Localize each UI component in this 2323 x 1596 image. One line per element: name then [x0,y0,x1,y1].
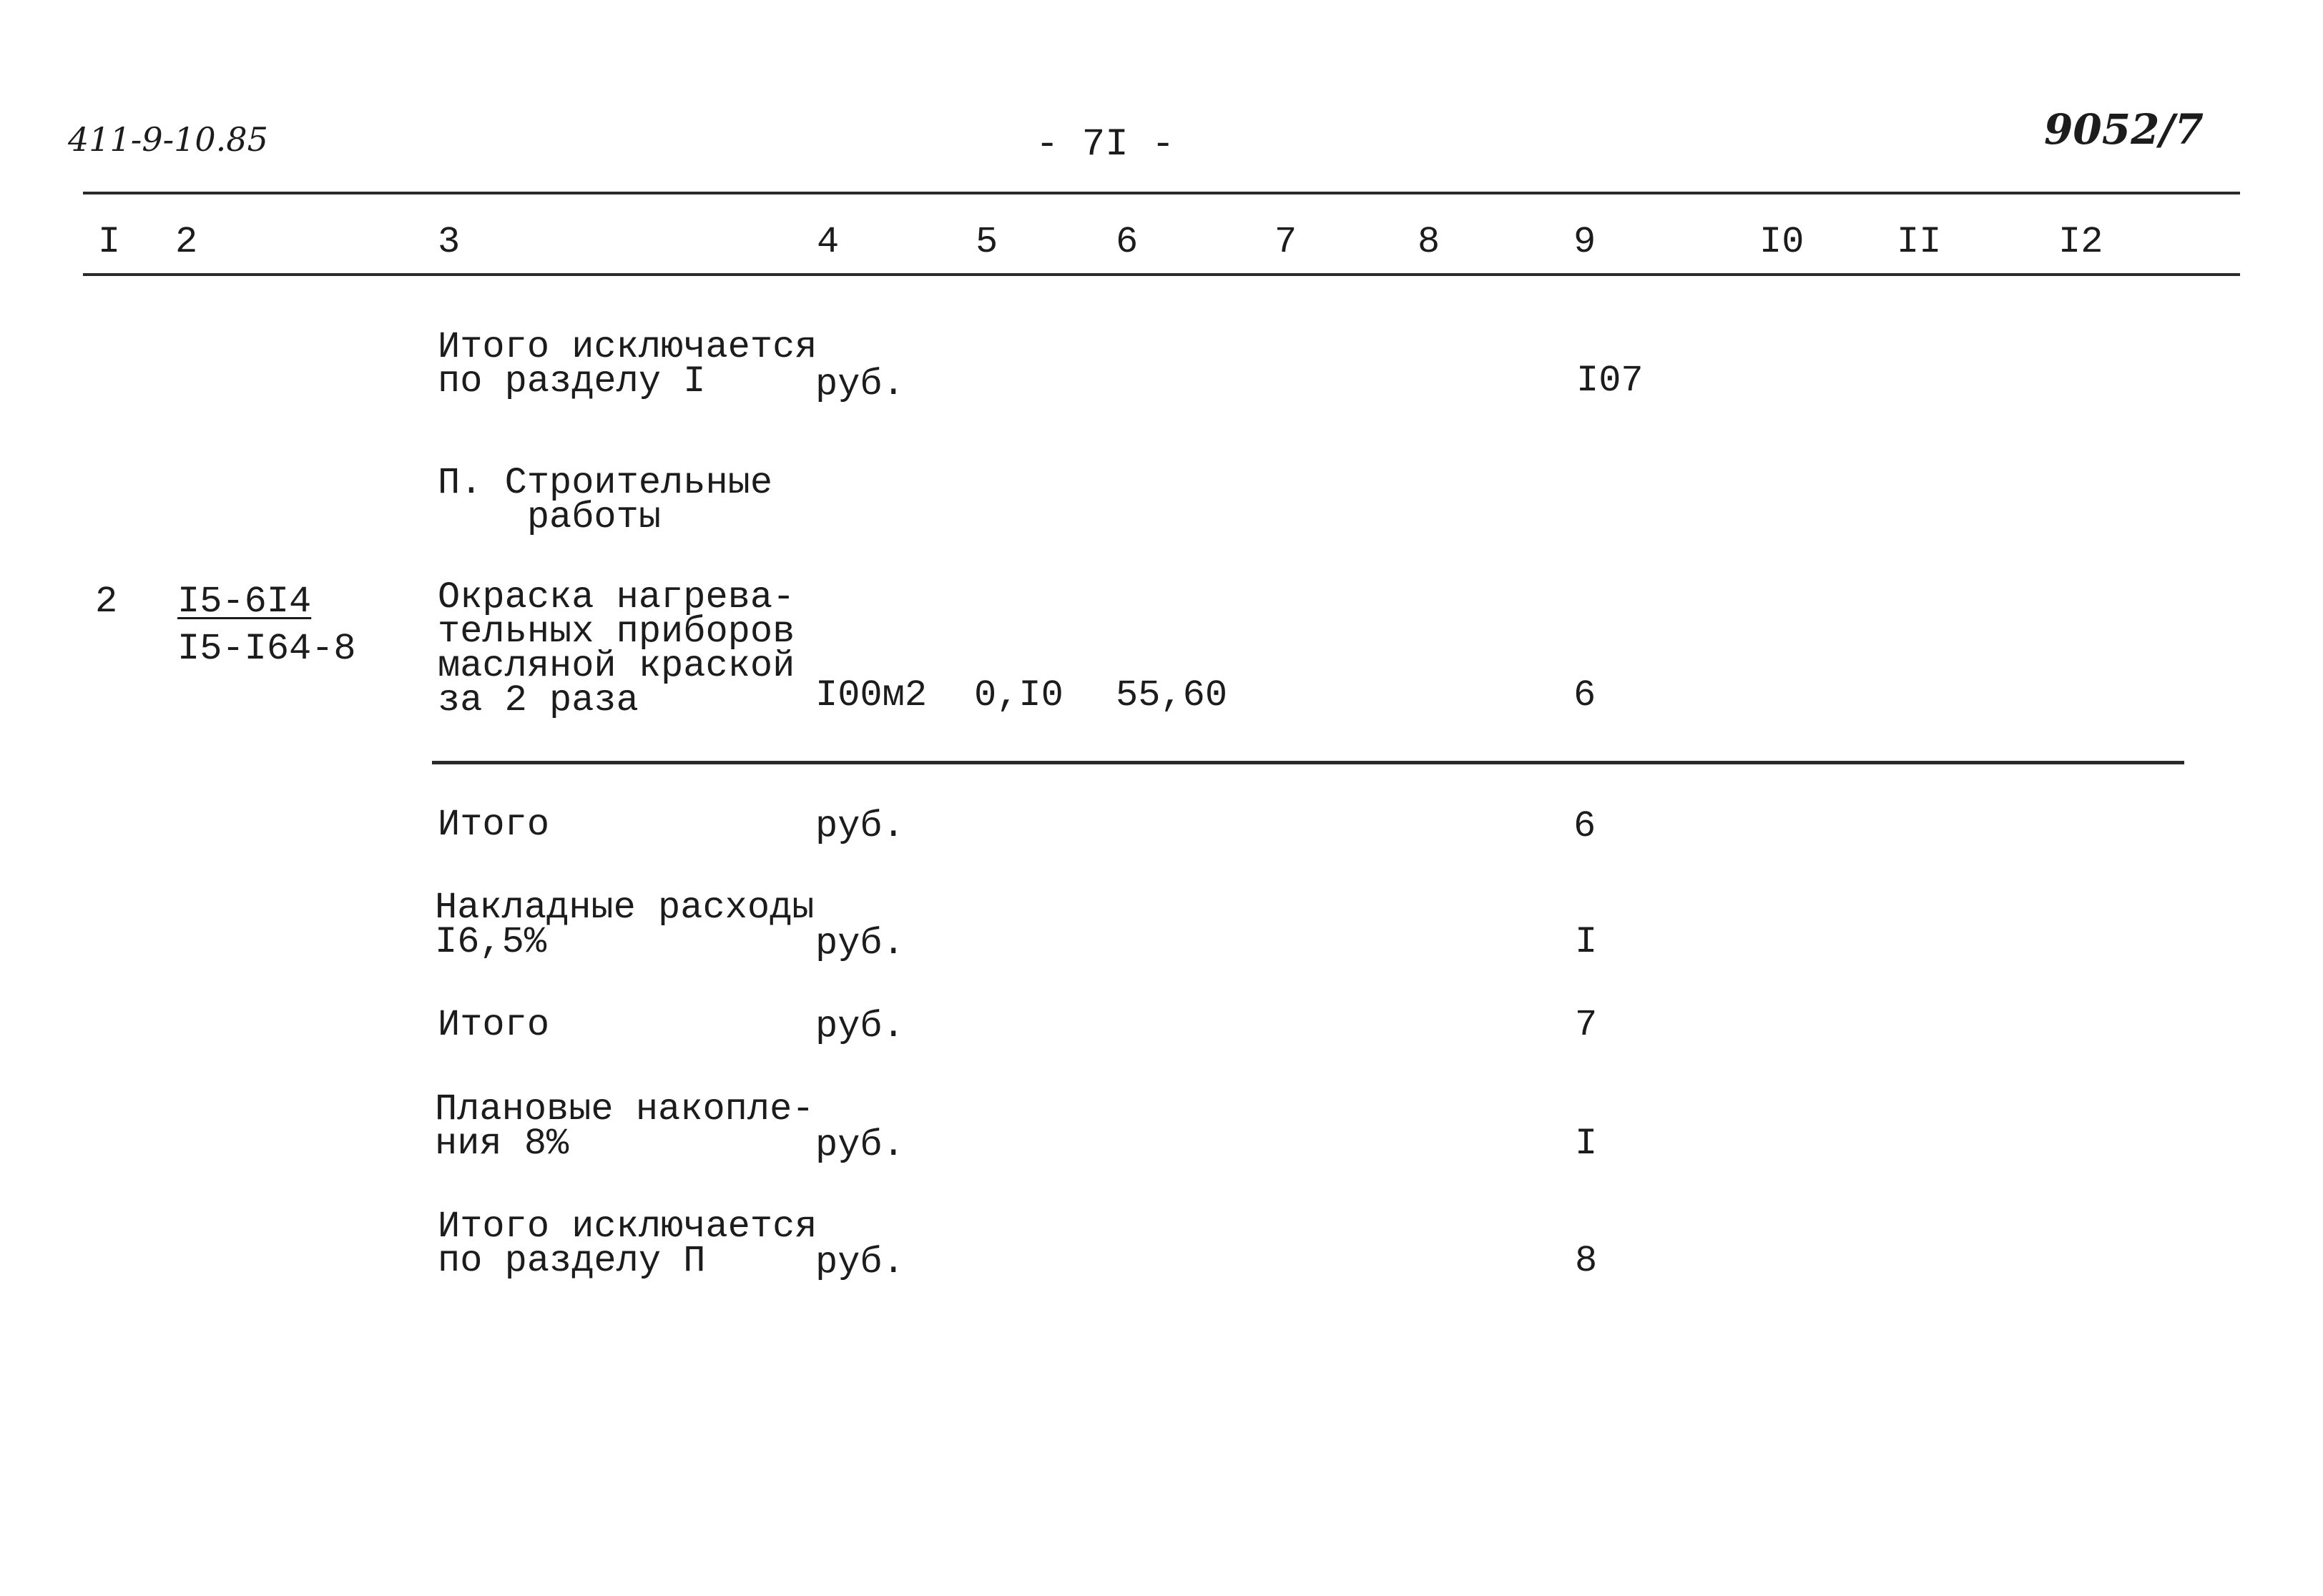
column-header-7: 7 [1275,221,1297,263]
row-total: I07 [1576,360,1644,402]
row-total: I [1575,921,1598,963]
column-header-3: 3 [438,221,461,263]
row-total: 6 [1573,674,1596,716]
section-heading: П. Строительные работы [438,462,773,538]
row-description: Итого исключается по разделу П [438,1206,817,1282]
document-code: 411-9-10.85 [68,120,268,159]
rate-code-secondary: I5-I64-8 [177,628,356,670]
row-unit: руб. [815,805,905,847]
row-total: 6 [1573,805,1596,847]
row-number: 2 [95,581,118,623]
row-unit: руб. [815,1124,905,1166]
section-separator-rule [432,761,2184,764]
column-header-6: 6 [1116,221,1139,263]
column-header-1: I [98,221,121,263]
column-header-2: 2 [175,221,198,263]
row-total: 7 [1575,1004,1598,1046]
row-unit: руб. [815,363,905,405]
row-description: Итого [438,804,550,846]
row-quantity: 0,I0 [974,674,1064,716]
column-header-9: 9 [1573,221,1596,263]
column-header-11: II [1897,221,1942,263]
row-total: I [1575,1123,1598,1165]
row-description: Итого исключается по разделу I [438,326,817,403]
column-header-5: 5 [976,221,998,263]
row-unit: руб. [815,922,905,965]
row-description: Плановые накопле- ния 8% [435,1088,815,1165]
row-description: Итого [438,1004,550,1046]
header-bottom-rule [83,273,2240,276]
row-description: Накладные расходы I6,5% [435,887,815,963]
header-top-rule [83,192,2240,194]
row-unit: I00м2 [815,674,928,716]
row-unit-price: 55,60 [1116,674,1228,716]
sheet-reference: 9052/7 [2044,105,2204,154]
page-number: - 7I - [1036,123,1175,167]
column-header-8: 8 [1418,221,1440,263]
row-total: 8 [1575,1240,1598,1282]
row-description: Окраска нагрева- тельных приборов масляной краской за 2 раза [438,576,795,721]
row-unit: руб. [815,1005,905,1048]
column-header-12: I2 [2058,221,2103,263]
row-unit: руб. [815,1241,905,1284]
column-header-10: I0 [1759,221,1804,263]
column-header-4: 4 [817,221,840,263]
rate-code: I5-6I4 [177,581,312,623]
